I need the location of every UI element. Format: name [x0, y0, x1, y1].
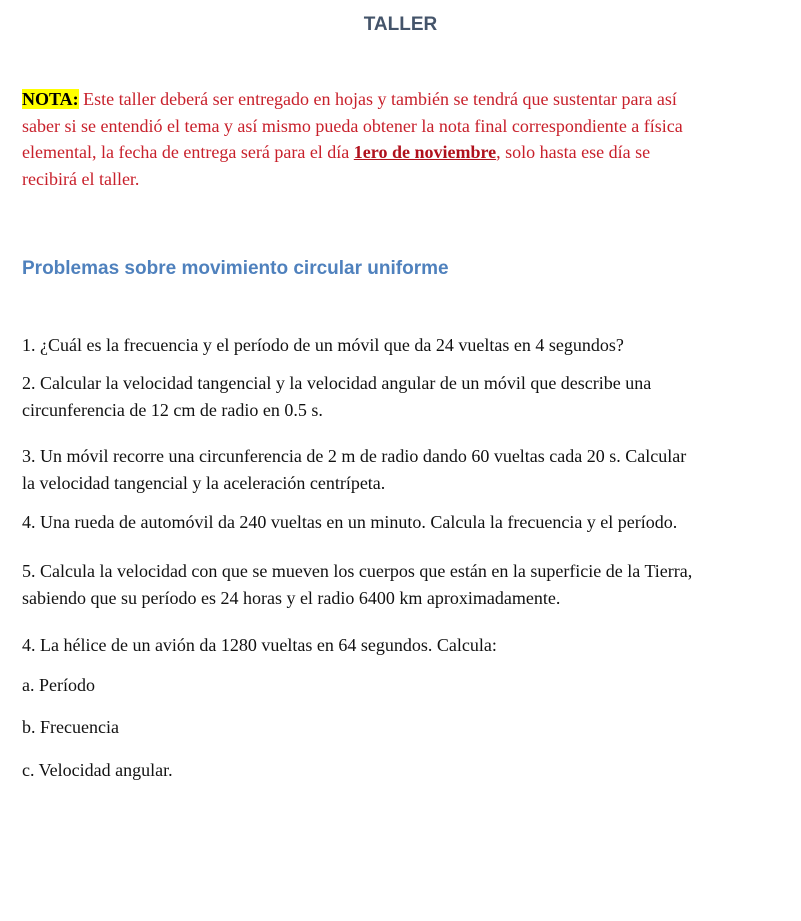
problem-line: la velocidad tangencial y la aceleración centrípeta. [22, 472, 386, 493]
problem-6 [22, 632, 497, 659]
problem-6b [22, 714, 119, 741]
problem-line: 4. Una rueda de automóvil da 240 vueltas en un minuto. Calcula la frecuencia y el período. [22, 512, 678, 532]
problem-1 [22, 332, 624, 359]
problem-2 [22, 370, 651, 423]
problem-line: 3. Un móvil recorre una circunferencia de 2 m de radio dando 60 vueltas cada 20 s. Calcular [22, 446, 687, 466]
problem-line: 4. La hélice de un avión da 1280 vueltas en 64 segundos. Calcula: [22, 635, 497, 655]
problem-line: 2. Calcular la velocidad tangencial y la velocidad angular de un móvil que describe una [22, 373, 652, 393]
note-line-2: saber si se entendió el tema y así mismo pueda obtener la nota final correspondiente a física [22, 115, 683, 136]
note-line-3 [22, 139, 792, 166]
problem-line: 1. ¿Cuál es la frecuencia y el período de un móvil que da 24 vueltas en 4 segundos? [22, 335, 624, 355]
section-heading: Problemas sobre movimiento circular uniforme [22, 258, 449, 279]
problem-line: b. Frecuencia [22, 717, 119, 737]
problem-4 [22, 509, 677, 536]
problem-line: c. Velocidad angular. [22, 760, 173, 780]
note-paragraph [22, 86, 792, 192]
note-line-1 [22, 86, 792, 113]
due-date: 1ero de noviembre [353, 142, 497, 162]
note-label: NOTA: [22, 89, 79, 109]
problem-3 [22, 443, 686, 496]
note-line-4: recibirá el taller. [22, 168, 140, 189]
problem-6c [22, 757, 173, 784]
problem-line: circunferencia de 12 cm de radio en 0.5 s. [22, 399, 323, 420]
problem-line: a. Período [22, 675, 95, 695]
document-title: TALLER [363, 14, 438, 35]
problem-5 [22, 558, 692, 611]
problem-line: sabiendo que su período es 24 horas y el radio 6400 km aproximadamente. [22, 587, 561, 608]
note-text: Este taller deberá ser entregado en hojas y también se tendrá que sustentar para así [78, 89, 677, 109]
problem-6a [22, 672, 95, 699]
note-text: elemental, la fecha de entrega será para el día [22, 142, 354, 162]
note-text: , solo hasta ese día se [496, 142, 651, 162]
problem-line: 5. Calcula la velocidad con que se mueven los cuerpos que están en la superficie de la Tierra, [22, 561, 693, 581]
